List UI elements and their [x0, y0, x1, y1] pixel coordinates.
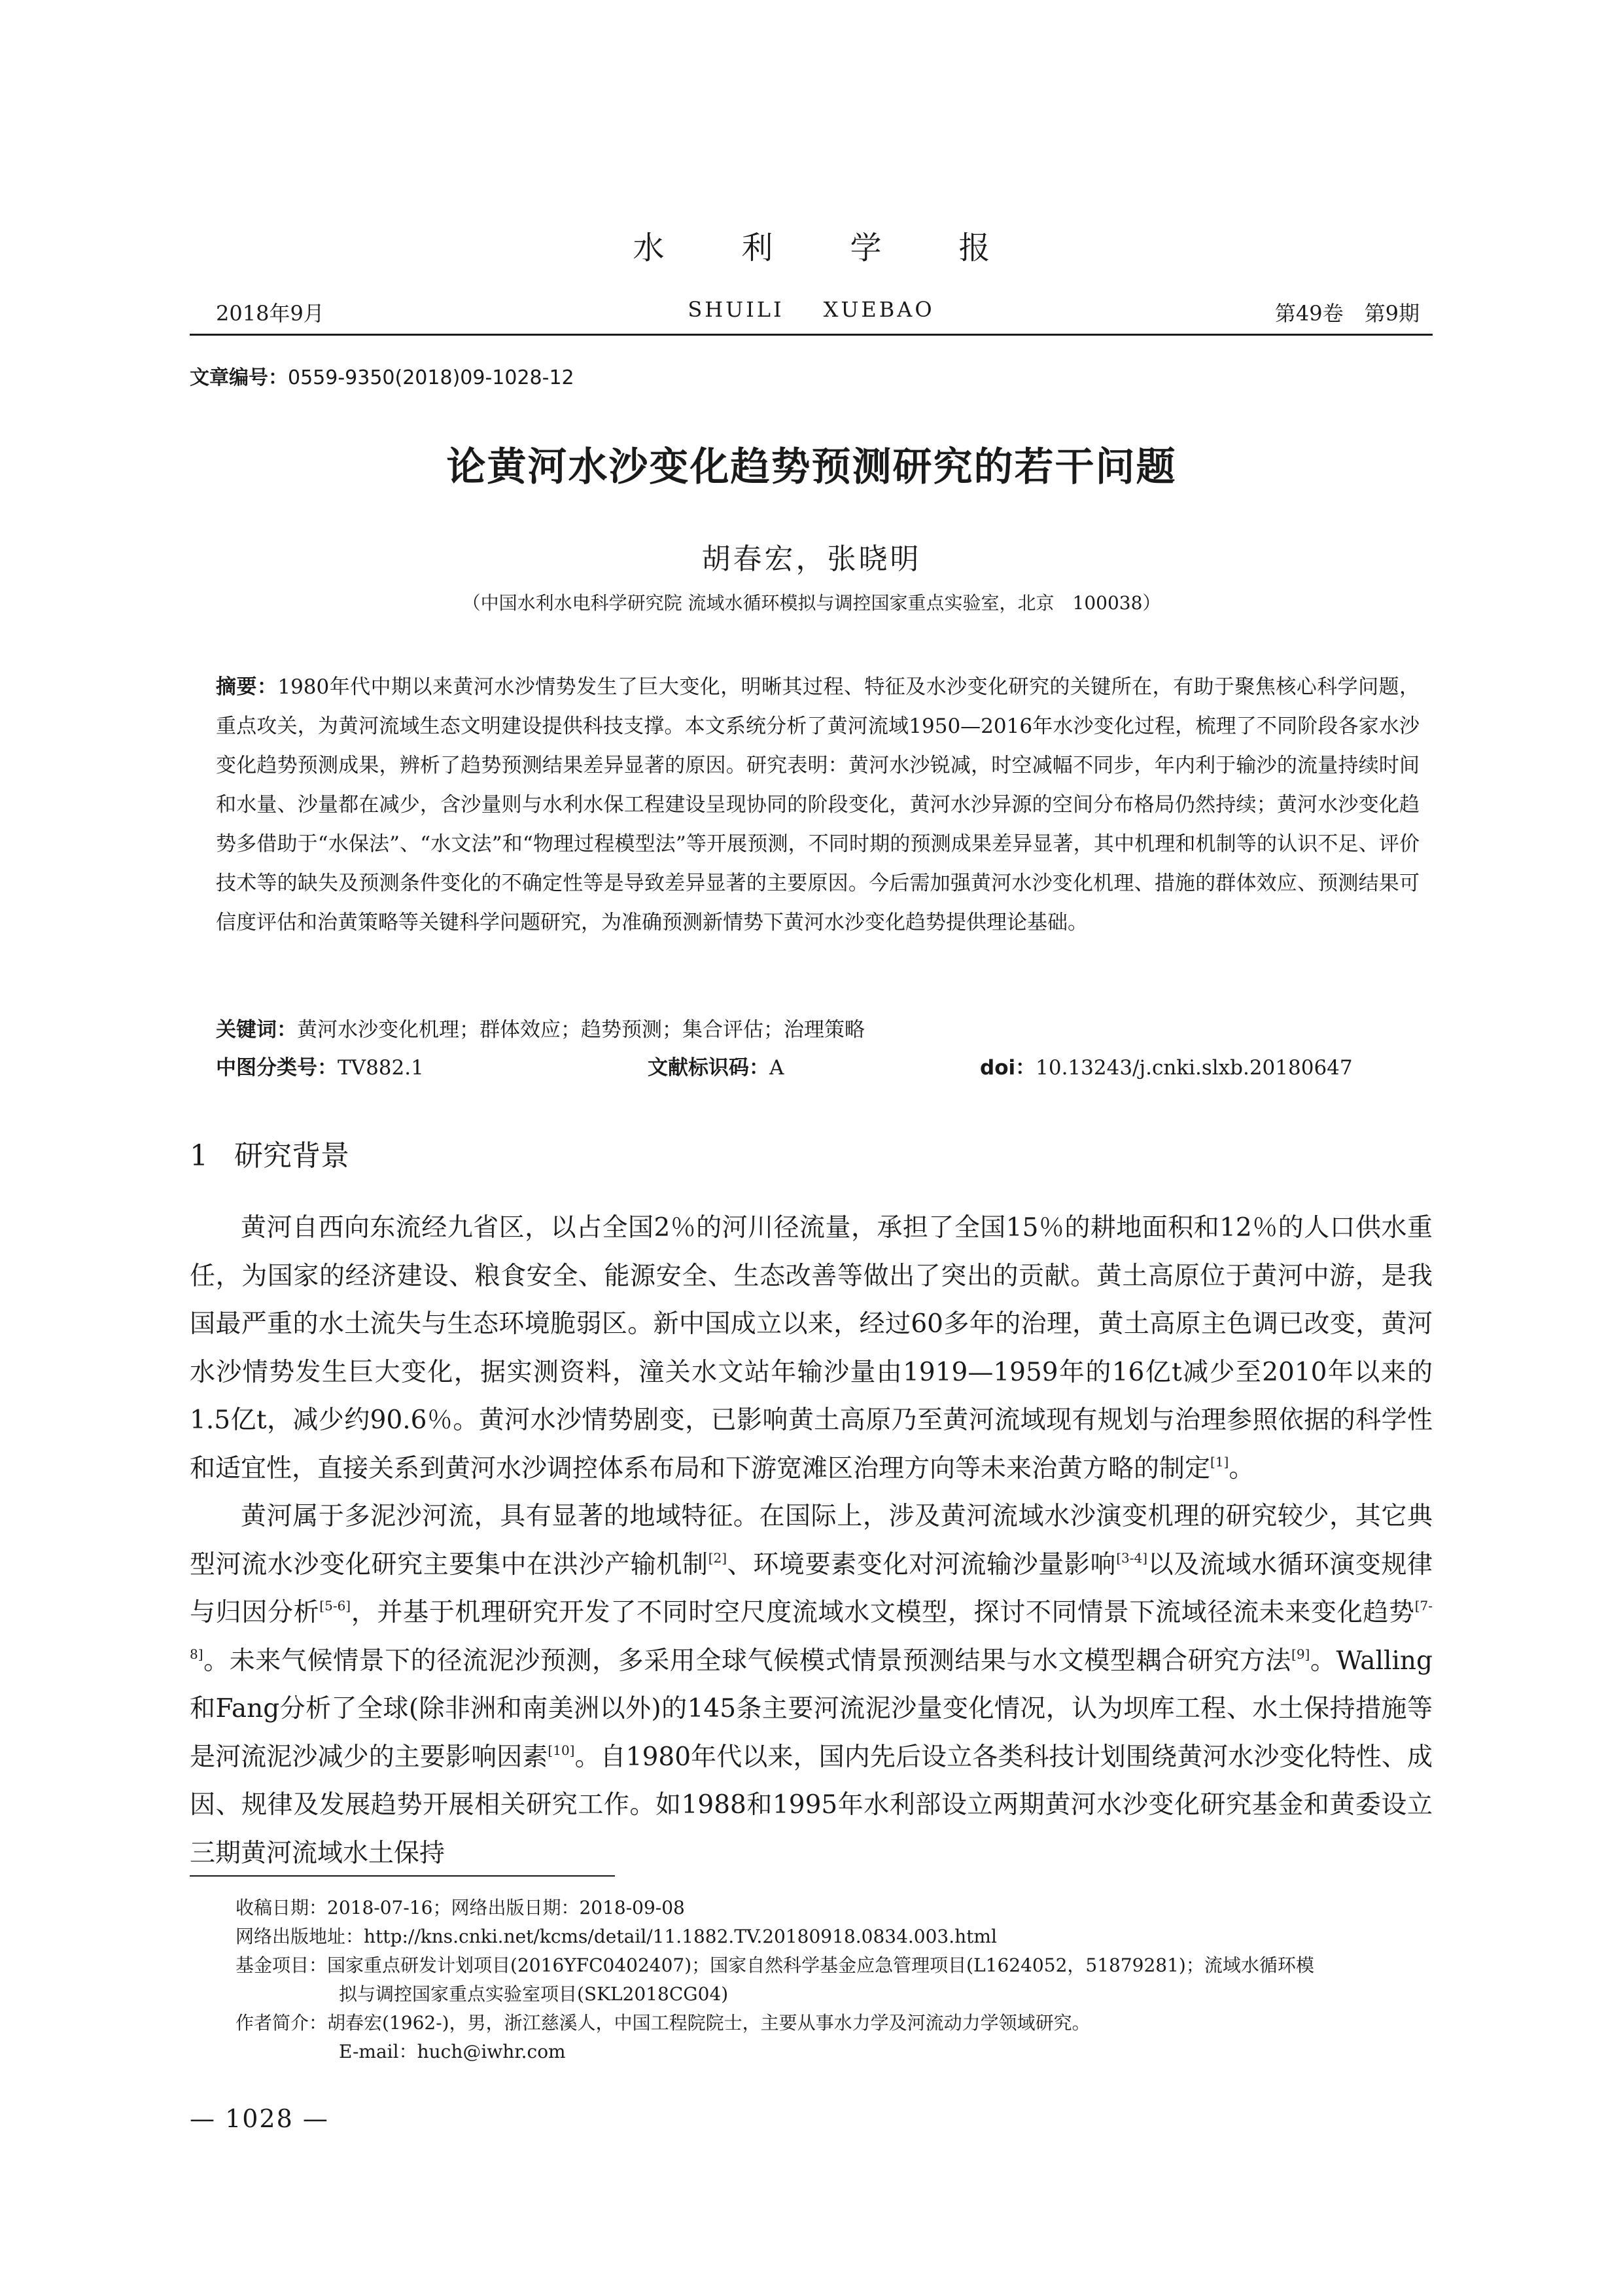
paper-authors: 胡春宏，张晓明 [701, 542, 922, 576]
paper-title: 论黄河水沙变化趋势预测研究的若干问题 [446, 444, 1177, 490]
paragraph-2 [190, 1492, 1433, 1877]
doi [980, 1051, 1353, 1080]
footnote-email: E-mail：huch@iwhr.com [339, 2041, 566, 2062]
paragraph-2-text-f: 。Walling和Fang分析了全球(除非洲和南美洲以外)的145条主要河流泥沙量变化情况，认为坝库工程、水土保持措施等是河流泥沙减少的主要影响因素 [190, 1646, 1433, 1772]
volume-issue: 第49卷 第9期 [1274, 301, 1420, 326]
journal-en-word-2: XUEBAO [823, 297, 935, 322]
citation-ref: [9] [1291, 1646, 1310, 1662]
running-header [190, 288, 1433, 336]
citation-ref: [1] [1210, 1453, 1229, 1470]
journal-en-word-1: SHUILI [688, 297, 784, 322]
paragraph-1-end: 。 [1229, 1453, 1255, 1483]
journal-name-english [190, 297, 1433, 322]
author-bio-label: 作者简介： [236, 2012, 328, 2034]
footnote-fund-continued: 拟与调控国家重点实验室项目(SKL2018CG04) [339, 1983, 729, 2005]
citation-ref: [3-4] [1116, 1549, 1147, 1566]
author-bio-text: 胡春宏(1962-)，男，浙江慈溪人，中国工程院院士，主要从事水力学及河流动力学领域研究。 [327, 2012, 1091, 2034]
document-code [648, 1051, 784, 1080]
journal-name: 水利学报 [633, 230, 1068, 266]
citation-ref: [2] [708, 1549, 727, 1566]
paragraph-2-text-d: ，并基于机理研究开发了不同时空尺度流域水文模型，探讨不同情景下流域径流未来变化趋势 [351, 1598, 1415, 1627]
doi-value: 10.13243/j.cnki.slxb.20180647 [1036, 1056, 1353, 1080]
paragraph-2-text-a: 黄河属于多泥沙河流，具有显著的地域特征。在国际上，涉及黄河流域水沙演变机理的研究较少，其它典型河流水沙变化研究主要集中在洪沙产输机制 [190, 1502, 1433, 1580]
paragraph-2-text-b: 、环境要素变化对河流输沙量影响 [727, 1549, 1117, 1580]
issue-date: 2018年9月 [216, 301, 324, 326]
article-number-label: 文章编号： [190, 366, 288, 389]
abstract-text: 1980年代中期以来黄河水沙情势发生了巨大变化，明晰其过程、特征及水沙变化研究的关键所在，有助于聚焦核心科学问题，重点攻关，为黄河流域生态文明建设提供科技支撑。本文系统分析了黄河流域1950—2016年水沙变化过程，梳理了不同阶段各家水沙变化趋势预测成果，辨析了趋势预测结果差异显著的原因。研究表明：黄河水沙锐减，时空减幅不同步，年内利于输沙的流量持续时间和水量、沙量都在减少，含沙量则与水利水保工程建设呈现协同的阶段变化，黄河水沙异源的空间分布格局仍然持续；黄河水沙变化趋势多借助于“水保法”、“水文法”和“物理过程模型法”等开展预测，不同时期的预测成果差异显著，其中机理和机制等的认识不足、评价技术等的缺失及预测条件变化的不确定性等是导致差异显著的主要原因。今后需加强黄河水沙变化机理、措施的群体效应、预测结果可信度评估和治黄策略等关键科学问题研究，为准确预测新情势下黄河水沙变化趋势提供理论基础。 [216, 675, 1420, 934]
keywords-text: 黄河水沙变化机理；群体效应；趋势预测；集合评估；治理策略 [297, 1018, 865, 1042]
keywords [216, 1013, 1420, 1042]
keywords-label: 关键词： [216, 1018, 297, 1042]
citation-ref: [7-8] [190, 1598, 1433, 1662]
clc-number [216, 1051, 424, 1080]
document-code-value: A [769, 1056, 784, 1080]
document-code-label: 文献标识码： [648, 1056, 769, 1080]
footnote-received: 收稿日期：2018-07-16；网络出版日期：2018-09-08 [236, 1897, 685, 1918]
section-title: 研究背景 [234, 1139, 349, 1173]
clc-value: TV882.1 [338, 1056, 424, 1080]
paragraph-1 [190, 1204, 1433, 1492]
section-number: 1 [190, 1139, 208, 1173]
article-number [190, 361, 574, 390]
author-affiliation: （中国水利水电科学研究院 流域水循环模拟与调控国家重点实验室，北京 100038） [462, 592, 1161, 614]
footnote-divider [190, 1875, 615, 1877]
body-text [190, 1204, 1433, 1877]
fund-label: 基金项目： [236, 1954, 328, 1976]
abstract-label: 摘要： [216, 675, 278, 699]
fund-text-1: 国家重点研发计划项目(2016YFC0402407)；国家自然科学基金应急管理项目(L1624052，51879281)；流域水循环模 [327, 1954, 1314, 1976]
section-heading [190, 1132, 349, 1174]
article-number-value: 0559-9350(2018)09-1028-12 [288, 366, 574, 389]
paragraph-1-text: 黄河自西向东流经九省区，以占全国2％的河川径流量，承担了全国15％的耕地面积和12％的人口供水重任，为国家的经济建设、粮食安全、能源安全、生态改善等做出了突出的贡献。黄土高原位于黄河中游，是我国最严重的水土流失与生态环境脆弱区。新中国成立以来，经过60多年的治理，黄土高原主色调已改变，黄河水沙情势发生巨大变化，据实测资料，潼关水文站年输沙量由1919—1959年的16亿t减少至2010年以来的1.5亿t，减少约90.6％。黄河水沙情势剧变，已影响黄土高原乃至黄河流域现有规划与治理参照依据的科学性和适宜性，直接关系到黄河水沙调控体系布局和下游宽滩区治理方向等未来治黄方略的制定 [190, 1213, 1433, 1483]
paragraph-2-text-c: 以及流域水循环演变规律与归因分析 [190, 1549, 1433, 1627]
citation-ref: [10] [548, 1742, 575, 1758]
page-number: — 1028 — [190, 2104, 329, 2133]
clc-label: 中图分类号： [216, 1056, 338, 1080]
paragraph-2-text-g: 。自1980年代以来，国内先后设立各类科技计划围绕黄河水沙变化特性、成因、规律及发展趋势开展相关研究工作。如1988和1995年水利部设立两期黄河水沙变化研究基金和黄委设立三期黄河流域水土保持 [190, 1742, 1433, 1868]
citation-ref: [5-6] [319, 1598, 351, 1614]
footnote-online-url: 网络出版地址：http://kns.cnki.net/kcms/detail/11.1882.TV.20180918.0834.003.html [236, 1926, 997, 1947]
footnote-fund [190, 1951, 1433, 1980]
doi-label: doi： [980, 1056, 1036, 1080]
footnotes [190, 1894, 1433, 2066]
footnote-author [190, 2009, 1433, 2038]
abstract [216, 667, 1420, 942]
paragraph-2-text-e: 。未来气候情景下的径流泥沙预测，多采用全球气候模式情景预测结果与水文模型耦合研究方法 [203, 1646, 1292, 1676]
